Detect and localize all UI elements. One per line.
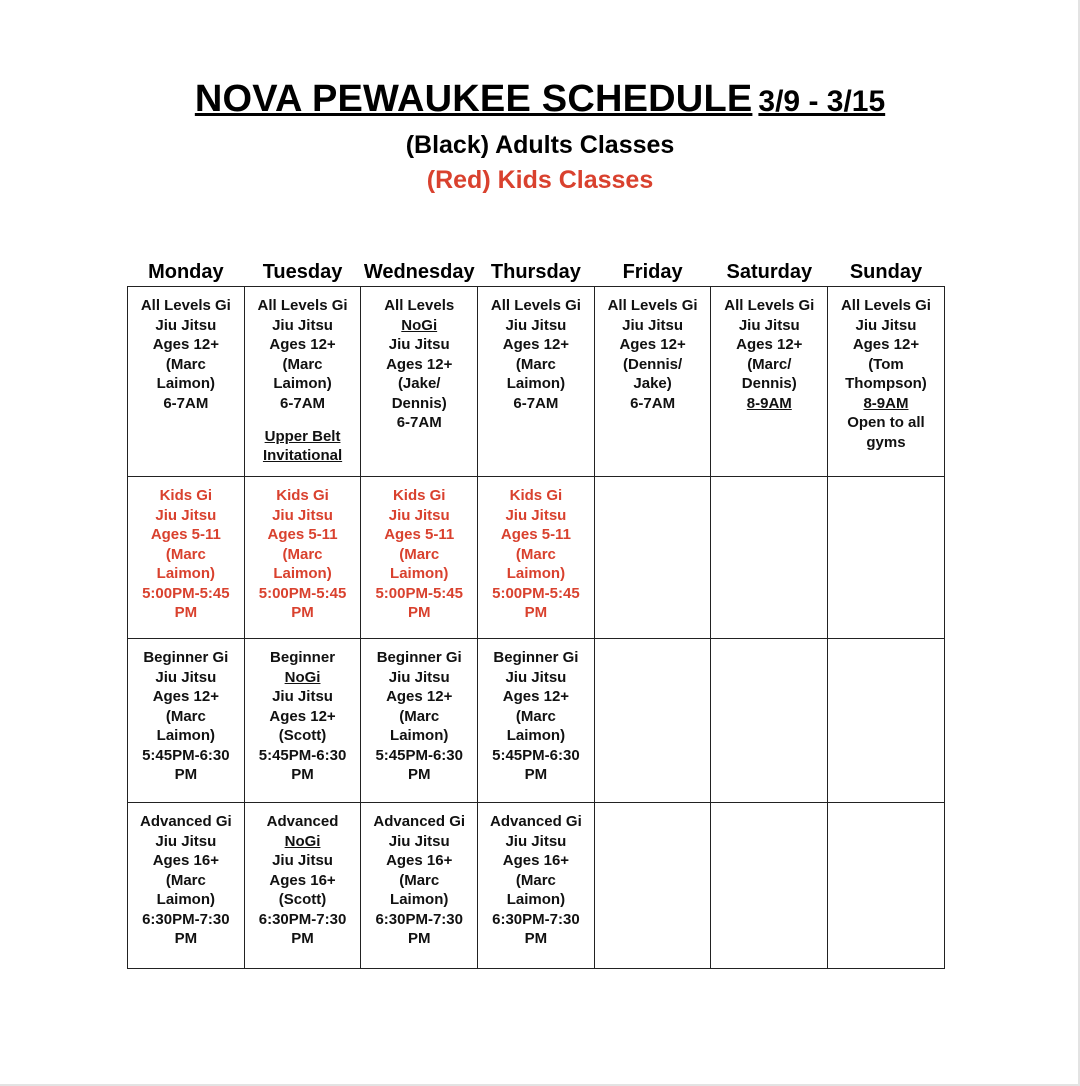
class-line: Ages 5-11 [500, 526, 571, 543]
class-cell-thursday [478, 639, 595, 803]
legend-kids: (Red) Kids Classes [426, 166, 654, 194]
class-line: 6-7AM [163, 394, 209, 412]
class-line: Ages 12+ [619, 336, 686, 353]
class-cell-monday [128, 477, 245, 639]
class-line: (Marc/ [747, 355, 792, 373]
class-line: Ages 12+ [269, 336, 336, 353]
class-cell-sunday [828, 287, 945, 477]
class-cell-monday [128, 639, 245, 803]
class-line: PM [174, 930, 198, 947]
class-cell-thursday [478, 477, 595, 639]
class-cell-friday [594, 287, 711, 477]
class-cell-saturday [711, 639, 828, 803]
schedule-row [128, 287, 945, 477]
class-line: Laimon) [506, 375, 566, 392]
class-line: Jiu Jitsu [622, 316, 684, 334]
day-header-sunday: Sunday [849, 261, 923, 283]
day-header-row [128, 252, 945, 287]
class-line: Beginner Gi [376, 649, 462, 666]
class-line: 5:00PM-5:45 [258, 584, 347, 602]
day-header-thursday: Thursday [490, 261, 581, 283]
class-line: (Marc [165, 707, 206, 725]
class-cell-sunday [828, 477, 945, 639]
class-line: Laimon) [390, 727, 449, 744]
class-cell-wednesday [361, 803, 478, 969]
class-line: 6-7AM [630, 394, 676, 412]
class-line: Ages 5-11 [150, 526, 221, 543]
class-line: 5:45PM-6:30 [375, 746, 463, 764]
schedule-table [127, 252, 945, 969]
class-line: 5:45PM-6:30 [258, 746, 347, 764]
class-line: Ages 12+ [269, 707, 336, 725]
title-dates: 3/9 - 3/15 [758, 85, 886, 118]
class-line: Advanced Gi [490, 813, 582, 830]
class-line: Jiu Jitsu [505, 668, 567, 686]
class-line: (Marc [399, 707, 440, 725]
class-line: Ages 16+ [152, 852, 219, 869]
class-line: 5:00PM-5:45 [142, 584, 230, 602]
class-line: Ages 12+ [152, 336, 219, 353]
class-line: PM [174, 604, 198, 621]
class-line: Ages 16+ [269, 871, 336, 889]
class-line: Kids Gi [159, 487, 213, 504]
class-line: (Marc [515, 707, 556, 725]
class-line: Kids Gi [392, 487, 446, 504]
class-line: gyms [866, 433, 906, 451]
schedule-row [128, 803, 945, 969]
class-line: Ages 12+ [502, 336, 570, 353]
class-line: 6:30PM-7:30 [492, 910, 580, 928]
class-cell-sunday [828, 803, 945, 969]
class-line: Jiu Jitsu [505, 316, 567, 334]
class-line: PM [524, 604, 548, 621]
class-line: 5:00PM-5:45 [492, 584, 580, 602]
class-line: (Marc [399, 871, 440, 889]
class-line: Jiu Jitsu [155, 506, 217, 524]
class-line: PM [407, 766, 431, 783]
class-cell-thursday [478, 803, 595, 969]
class-line: 8-9AM [746, 394, 792, 412]
class-cell-saturday [711, 803, 828, 969]
class-line: PM [524, 930, 548, 947]
day-header-tuesday: Tuesday [262, 261, 343, 283]
class-line: Laimon) [506, 565, 566, 582]
class-line: PM [291, 604, 314, 621]
class-line: Laimon) [273, 565, 332, 582]
class-line: All Levels Gi [140, 297, 231, 314]
class-line: 6:30PM-7:30 [142, 910, 230, 928]
class-cell-monday [128, 803, 245, 969]
class-line: (Tom [868, 355, 904, 373]
class-line: Ages 5-11 [384, 526, 455, 543]
class-line: (Marc [165, 545, 206, 563]
schedule-title [0, 78, 1080, 121]
title-text: NOVA PEWAUKEE SCHEDULE [194, 78, 753, 120]
class-line: (Marc [515, 355, 556, 373]
class-line: PM [407, 930, 431, 947]
class-line: Jiu Jitsu [155, 316, 217, 334]
class-cell-thursday [478, 287, 595, 477]
class-line: 6-7AM [280, 394, 326, 412]
day-header-wednesday: Wednesday [363, 261, 475, 283]
class-line: Dennis) [741, 375, 797, 392]
class-line: Beginner Gi [143, 649, 229, 666]
class-line: Laimon) [506, 891, 566, 908]
class-line: Jiu Jitsu [738, 316, 800, 334]
class-line: Jiu Jitsu [272, 852, 333, 869]
class-line: Advanced Gi [139, 813, 232, 830]
class-line: Jiu Jitsu [855, 316, 917, 334]
class-cell-wednesday [361, 477, 478, 639]
class-line: All Levels [384, 297, 455, 314]
class-line: (Jake/ [397, 375, 441, 392]
class-line: Laimon) [390, 565, 449, 582]
note-line: Upper Belt [264, 428, 341, 445]
class-line: (Dennis/ [623, 355, 683, 373]
class-line: (Marc [399, 545, 440, 563]
class-line: Jiu Jitsu [388, 506, 450, 524]
class-cell-wednesday [361, 639, 478, 803]
class-line: Open to all [847, 414, 925, 431]
class-line: Jiu Jitsu [155, 668, 217, 686]
class-line: (Marc [515, 545, 556, 563]
class-line: PM [407, 604, 431, 621]
class-cell-saturday [711, 477, 828, 639]
class-cell-saturday [711, 287, 828, 477]
class-line: Jiu Jitsu [272, 506, 333, 524]
class-line: PM [291, 766, 314, 783]
class-line: Jiu Jitsu [505, 506, 567, 524]
class-line: PM [291, 930, 314, 947]
class-line: Advanced Gi [373, 813, 466, 830]
day-header-monday: Monday [148, 261, 224, 283]
class-line: Jiu Jitsu [388, 668, 450, 686]
class-line: Kids Gi [276, 487, 329, 504]
class-line: Jiu Jitsu [155, 832, 217, 850]
class-cell-sunday [828, 639, 945, 803]
class-line: Ages 12+ [736, 336, 803, 353]
day-header-friday: Friday [622, 261, 683, 283]
class-line: Laimon) [273, 375, 332, 392]
class-line: Beginner Gi [493, 649, 579, 666]
class-line: Jiu Jitsu [272, 688, 333, 705]
class-line: Ages 12+ [852, 336, 920, 353]
class-line: NoGi [284, 832, 321, 850]
class-line: (Marc [165, 355, 206, 373]
class-line: All Levels Gi [257, 297, 348, 314]
class-cell-friday [594, 803, 711, 969]
day-header-saturday: Saturday [726, 261, 813, 283]
class-line: Ages 5-11 [267, 526, 338, 543]
class-line: Ages 12+ [152, 688, 219, 705]
class-line: Laimon) [156, 565, 216, 582]
class-line: 6:30PM-7:30 [258, 910, 347, 928]
class-line: 6-7AM [396, 414, 442, 431]
class-cell-tuesday [244, 639, 361, 803]
class-line: Laimon) [390, 891, 449, 908]
class-line: Laimon) [506, 727, 566, 744]
schedule-row [128, 639, 945, 803]
class-line: 8-9AM [863, 394, 909, 412]
class-line: All Levels Gi [840, 297, 931, 314]
class-line: Laimon) [156, 375, 216, 392]
class-line: (Scott) [278, 727, 327, 744]
class-cell-friday [594, 639, 711, 803]
class-line: 6-7AM [513, 394, 559, 412]
class-line: Jake) [633, 375, 672, 392]
schedule-row [128, 477, 945, 639]
class-line: PM [524, 766, 548, 783]
class-line: Advanced [266, 813, 339, 830]
class-cell-tuesday [244, 803, 361, 969]
class-line: Jiu Jitsu [388, 832, 450, 850]
class-cell-tuesday [244, 477, 361, 639]
class-line: Thompson) [845, 375, 927, 392]
class-line: Ages 12+ [386, 355, 453, 373]
class-line: Ages 16+ [502, 852, 570, 869]
class-line: (Marc [282, 545, 323, 563]
class-line: NoGi [401, 316, 438, 334]
class-note [247, 427, 359, 465]
class-line: 6:30PM-7:30 [375, 910, 463, 928]
class-line: Jiu Jitsu [272, 316, 333, 334]
class-line: Beginner [270, 649, 336, 666]
class-cell-monday [128, 287, 245, 477]
class-line: 5:45PM-6:30 [492, 746, 580, 764]
class-cell-wednesday [361, 287, 478, 477]
class-line: (Marc [515, 871, 556, 889]
class-line: (Marc [282, 355, 323, 373]
note-line: Invitational [262, 447, 343, 464]
class-line: Ages 12+ [502, 688, 570, 705]
class-line: All Levels Gi [490, 297, 581, 314]
class-cell-tuesday [244, 287, 361, 477]
class-line: NoGi [284, 668, 321, 686]
class-line: 5:00PM-5:45 [375, 584, 463, 602]
class-line: PM [174, 766, 198, 783]
class-line: (Marc [165, 871, 206, 889]
class-cell-friday [594, 477, 711, 639]
class-line: Laimon) [156, 891, 216, 908]
class-line: Jiu Jitsu [388, 336, 450, 353]
legend-adults: (Black) Adults Classes [405, 131, 675, 159]
class-line: Jiu Jitsu [505, 832, 567, 850]
class-line: Kids Gi [509, 487, 563, 504]
class-line: Ages 16+ [386, 852, 453, 869]
class-line: 5:45PM-6:30 [142, 746, 230, 764]
class-line: (Scott) [278, 891, 327, 908]
class-line: All Levels Gi [607, 297, 698, 314]
class-line: Laimon) [156, 727, 216, 744]
class-line: Ages 12+ [386, 688, 453, 705]
class-line: Dennis) [391, 394, 447, 412]
class-line: All Levels Gi [724, 297, 815, 314]
